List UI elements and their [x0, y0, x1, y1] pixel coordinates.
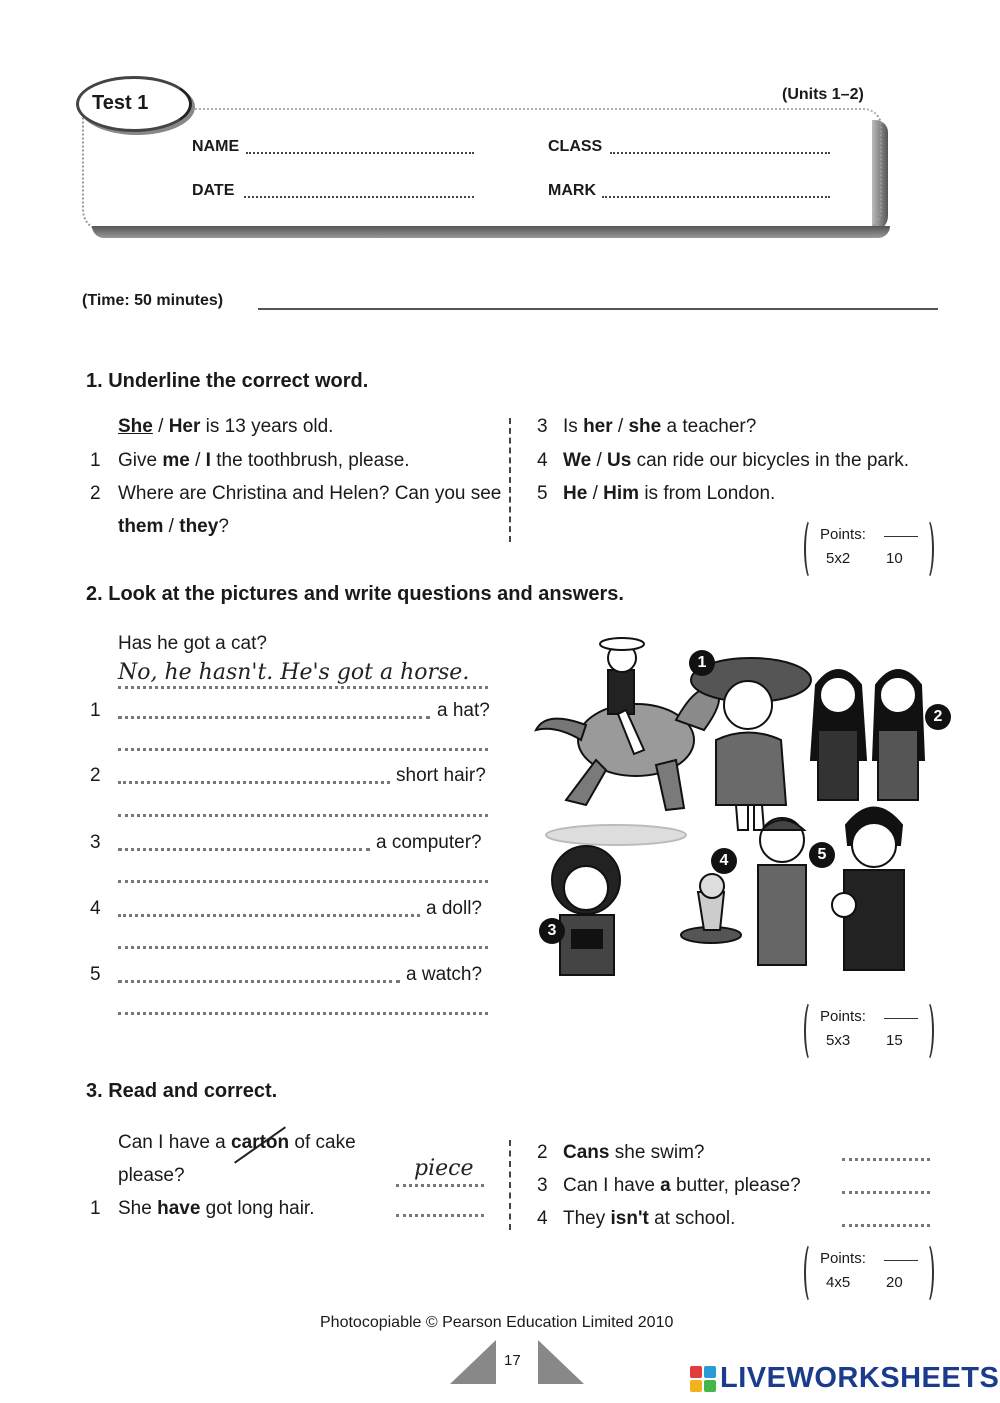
s1-item4-option-a[interactable]: We [563, 450, 592, 471]
s3-item4-input[interactable] [842, 1224, 930, 1227]
name-field[interactable] [246, 152, 474, 154]
s1-item1: Give me / I the toothbrush, please. [118, 450, 410, 471]
s3-item3-input[interactable] [842, 1191, 930, 1194]
s1-item3: Is her / she a teacher? [563, 416, 757, 437]
time-rule [258, 308, 938, 310]
picture-badge-1: 1 [689, 650, 715, 676]
boy-with-cat-picture [681, 818, 806, 965]
s3-example-answer-line [396, 1184, 484, 1187]
page-wing-left [450, 1340, 496, 1384]
s2-item3-num: 3 [90, 832, 101, 853]
s1-example: She / Her is 13 years old. [118, 416, 334, 437]
girl-with-hat-picture [691, 658, 811, 830]
s1-item1-num: 1 [90, 450, 101, 471]
s1-item1-option-a[interactable]: me [162, 450, 190, 471]
s2-item4-end: a doll? [426, 898, 482, 919]
picture-badge-3: 3 [539, 918, 565, 944]
s2-item2-answer-input[interactable] [118, 814, 488, 817]
s2-item4-answer-input[interactable] [118, 946, 488, 949]
s1-item2: Where are Christina and Helen? Can you see [118, 483, 502, 504]
s2-item5-question-input[interactable] [118, 980, 400, 983]
s2-item3-end: a computer? [376, 832, 482, 853]
header-box-shadow [92, 226, 890, 238]
boy-with-watch-picture [832, 808, 904, 971]
section1-heading: 1. Underline the correct word. [86, 370, 369, 392]
class-label: CLASS [548, 138, 603, 155]
units-label: (Units 1–2) [782, 86, 864, 103]
s1-item5-num: 5 [537, 483, 548, 504]
s3-example-wrong-word: carton [231, 1132, 290, 1153]
s1-item4-option-b[interactable]: Us [607, 450, 632, 471]
s1-example-option-a[interactable]: She [118, 416, 153, 437]
s1-item2-num: 2 [90, 483, 101, 504]
mark-label: MARK [548, 182, 596, 199]
s2-points: Points: 5x3 15 [804, 1000, 934, 1062]
header-box [82, 108, 882, 232]
s2-item1-num: 1 [90, 700, 101, 721]
s3-item1-input[interactable] [396, 1214, 484, 1217]
s1-item3-num: 3 [537, 416, 548, 437]
s1-item2-option-b[interactable]: they [179, 516, 219, 537]
s2-item5-num: 5 [90, 964, 101, 985]
s2-item1-question-input[interactable] [118, 716, 430, 719]
s3-example-line2: please? [118, 1165, 185, 1186]
s3-item4-num: 4 [537, 1208, 548, 1229]
s3-item1-num: 1 [90, 1198, 101, 1219]
s1-item5: He / Him is from London. [563, 483, 776, 504]
liveworksheets-logo-icon [690, 1366, 716, 1392]
s3-item3-num: 3 [537, 1175, 548, 1196]
s2-item1-answer-input[interactable] [118, 748, 488, 751]
s3-item2-input[interactable] [842, 1158, 930, 1161]
s3-item4: They isn't at school. [563, 1208, 736, 1229]
s1-item2-line2: them / they? [118, 516, 229, 537]
class-field[interactable] [610, 152, 830, 154]
time-label: (Time: 50 minutes) [82, 292, 224, 309]
s2-example-question: Has he got a cat? [118, 633, 267, 654]
s1-item4: We / Us can ride our bicycles in the park. [563, 450, 910, 471]
s3-item1: She have got long hair. [118, 1198, 315, 1219]
s3-points: Points: 4x5 20 [804, 1242, 934, 1304]
s1-points: Points: 5x2 10 [804, 518, 934, 580]
s1-example-option-b[interactable]: Her [168, 416, 201, 437]
s3-example-answer: piece [414, 1156, 474, 1181]
date-field[interactable] [244, 196, 474, 198]
s3-item3: Can I have a butter, please? [563, 1175, 801, 1196]
s1-item5-option-a[interactable]: He [563, 483, 588, 504]
page-number: 17 [504, 1352, 521, 1369]
s2-item5-answer-input[interactable] [118, 1012, 488, 1015]
liveworksheets-brand[interactable]: LIVEWORKSHEETS [720, 1362, 1000, 1394]
name-label: NAME [192, 138, 240, 155]
s2-item4-question-input[interactable] [118, 914, 420, 917]
s3-example: Can I have a carton of cake [118, 1132, 356, 1153]
s2-item2-num: 2 [90, 765, 101, 786]
s2-item1-end: a hat? [437, 700, 490, 721]
s2-item3-question-input[interactable] [118, 848, 370, 851]
s3-item2-num: 2 [537, 1142, 548, 1163]
s3-divider [509, 1140, 511, 1230]
mark-field[interactable] [602, 196, 830, 198]
s2-item3-answer-input[interactable] [118, 880, 488, 883]
page-wing-right [538, 1340, 584, 1384]
picture-badge-2: 2 [925, 704, 951, 730]
section2-heading: 2. Look at the pictures and write questions and answers. [86, 583, 624, 605]
s2-item4-num: 4 [90, 898, 101, 919]
s3-item2: Cans she swim? [563, 1142, 705, 1163]
s2-example-line [118, 686, 488, 689]
copyright-text: Photocopiable © Pearson Education Limited 2010 [320, 1314, 674, 1331]
s2-item5-end: a watch? [406, 964, 483, 985]
section3-heading: 3. Read and correct. [86, 1080, 278, 1102]
s1-item4-num: 4 [537, 450, 548, 471]
s1-item3-option-a[interactable]: her [583, 416, 613, 437]
s2-item2-end: short hair? [396, 765, 486, 786]
s2-example-answer: No, he hasn't. He's got a horse. [118, 660, 470, 685]
picture-badge-5: 5 [809, 842, 835, 868]
two-girls-picture [811, 670, 924, 800]
s1-example-rest: is 13 years old. [205, 416, 334, 437]
s1-item3-option-b[interactable]: she [628, 416, 662, 437]
picture-badge-4: 4 [711, 848, 737, 874]
characters-illustration [526, 630, 966, 990]
date-label: DATE [192, 182, 235, 199]
girl-with-camera-picture [552, 846, 620, 975]
s1-divider [509, 418, 511, 542]
s1-item2-option-a[interactable]: them [118, 516, 164, 537]
s1-item5-option-b[interactable]: Him [603, 483, 640, 504]
s2-item2-question-input[interactable] [118, 781, 390, 784]
test-title: Test 1 [92, 92, 149, 114]
s1-item1-option-b[interactable]: I [205, 450, 211, 471]
